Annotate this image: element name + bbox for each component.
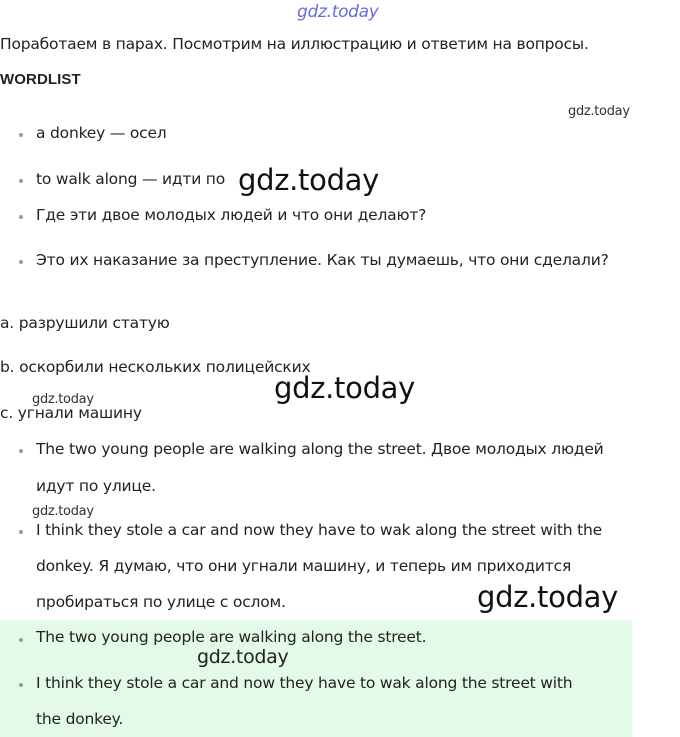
wordlist-item: Это их наказание за преступление. Как ты думаешь, что они сделали? bbox=[36, 251, 609, 269]
wordlist-heading: WORDLIST bbox=[0, 71, 81, 88]
bullet-icon bbox=[19, 133, 23, 137]
highlighted-answer-line: I think they stole a car and now they have to wak along the street with bbox=[36, 674, 573, 692]
highlighted-answer-line: The two young people are walking along the street. bbox=[36, 628, 427, 646]
watermark-small: gdz.today bbox=[32, 392, 94, 407]
bullet-icon bbox=[19, 215, 23, 219]
wordlist-item: Где эти двое молодых людей и что они делают? bbox=[36, 206, 427, 224]
bullet-icon bbox=[19, 449, 23, 453]
wordlist-item: to walk along — идти по bbox=[36, 170, 226, 188]
watermark-small: gdz.today bbox=[32, 504, 94, 519]
bullet-icon bbox=[19, 179, 23, 183]
bullet-icon bbox=[19, 530, 23, 534]
watermark-large: gdz.today bbox=[477, 580, 619, 614]
answer-line: пробираться по улице с ослом. bbox=[36, 593, 286, 611]
watermark-small-right: gdz.today bbox=[568, 104, 630, 119]
option-b: b. оскорбили нескольких полицейских bbox=[0, 358, 311, 376]
watermark-large: gdz.today bbox=[274, 371, 416, 405]
bullet-icon bbox=[19, 638, 23, 642]
option-a: a. разрушили статую bbox=[0, 314, 170, 332]
answer-line: The two young people are walking along the street. Двое молодых людей bbox=[36, 440, 604, 458]
top-watermark: gdz.today bbox=[297, 2, 379, 22]
answer-line: идут по улице. bbox=[36, 477, 156, 495]
watermark-medium: gdz.today bbox=[197, 646, 289, 668]
bullet-icon bbox=[19, 683, 23, 687]
answer-line: donkey. Я думаю, что они угнали машину, и теперь им приходится bbox=[36, 557, 572, 575]
highlighted-answer-line: the donkey. bbox=[36, 710, 124, 728]
watermark-large: gdz.today bbox=[238, 163, 380, 197]
bullet-icon bbox=[19, 260, 23, 264]
option-c: c. угнали машину bbox=[0, 404, 142, 422]
intro-text: Поработаем в парах. Посмотрим на иллюстрацию и ответим на вопросы. bbox=[0, 35, 589, 53]
answer-line: I think they stole a car and now they have to wak along the street with the bbox=[36, 521, 602, 539]
wordlist-item: a donkey — осел bbox=[36, 124, 167, 142]
